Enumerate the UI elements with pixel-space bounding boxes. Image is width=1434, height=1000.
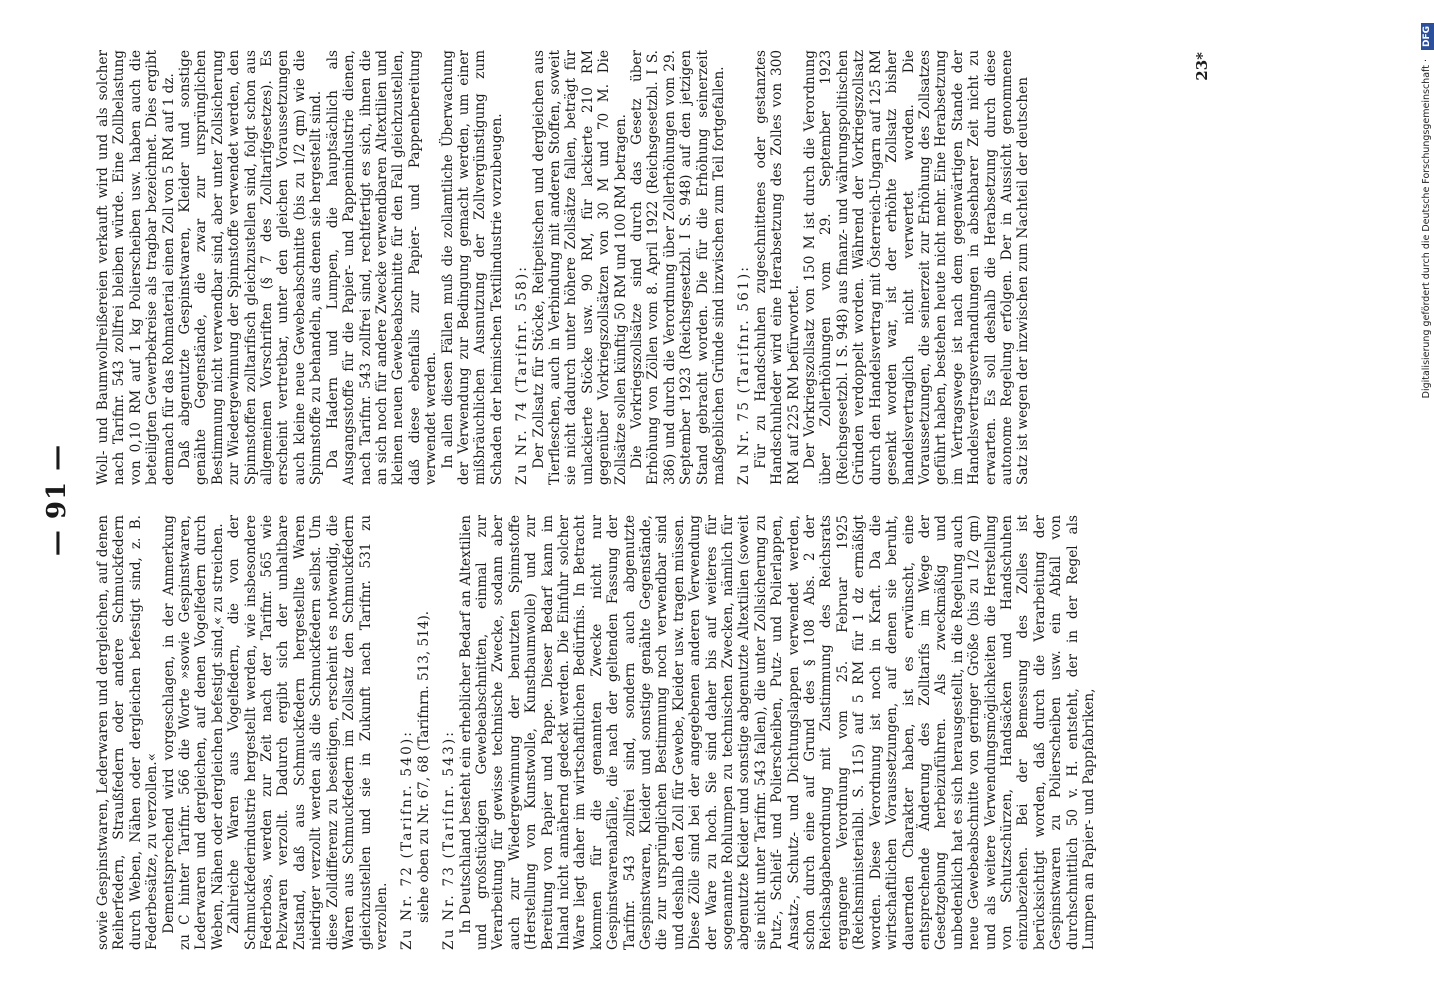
right-column [95,50,1185,485]
rotated-page [37,50,1217,950]
digitization-text: Digitalisierung gefördert durch die Deutsche Forschungsgemeinschaft · [1421,56,1432,399]
paragraph: Daß abgenutzte Gespinstwaren, Kleider und sonstige genähte Gegenstände, die zwar zur ursprünglichen Bestimmung nicht verwendbar sind, aber unter Zollsicherung zur Wiedergewinnung der Spinnstoffe verwendet werden, den Spinnstoffen zolltarifisch gleichzustellen sind, folgt schon aus allgemeinen Vorschriften (§ 7 des Zolltarifgesetzes). Es erscheint vertretbar, unter den gleichen Voraussetzungen auch kleine neue Gewebeabschnitte (bis zu 1/2 qm) wie die Spinnstoffe zu behandeln, aus denen sie hergestellt sind. [177,50,325,485]
paragraph: Dementsprechend wird vorgeschlagen, in der Anmerkung zu C hinter Tarifnr. 566 die Worte »sowie Gespinstwaren, Lederwaren und dergleichen, auf denen Vogelfedern durch Weben, Nähen oder dergleichen befestigt sind,« zu streichen. [160,515,226,950]
paragraph: Woll- und Baumwollreißereien verkauft wird und als solcher nach Tarifnr. 543 zollfrei bleiben würde. Eine Zollbelastung von 0,10 RM auf 1 kg Polierscheiben usw. haben auch die beteiligten Gewerbekreise als tragbar bezeichnet. Dies ergibt demnach für das Rohmaterial einen Zoll von 5 RM auf 1 dz. [95,50,177,485]
section-heading-74: Zu Nr. 74 (Tarifnr. 558): [514,264,531,485]
paragraph: sowie Gespinstwaren, Lederwaren und dergleichen, auf denen Reiherfedern, Straußfedern oder andere Schmuckfedern durch Weben, Nähen oder dergleichen befestigt sind, z. B. Federbesätze, zu verzollen.« [95,515,161,950]
dfg-logo: DFG [1421,23,1434,50]
page-number: — 91 — [42,443,72,557]
section-heading-75: Zu Nr. 75 (Tarifnr. 561): [736,264,753,485]
section-heading-72: Zu Nr. 72 (Tarifnr. 540): [399,729,416,950]
paragraph: Der Zollsatz für Stöcke, Reitpeitschen und dergleichen aus Tierfleschen, auch in Verbindung mit anderen Stoffen, soweit sie nicht dadurch unter höhere Zollsätze fallen, beträgt für unlackierte Stöcke usw. 90 RM, für lackierte 210 RM gegenüber Vorkriegszollsätzen von 30 M und 70 M. Die Zollsätze sollen künftig 50 RM und 100 RM betragen. [530,50,629,485]
reference-text: siehe oben zu Nr. 67, 68 (Tarifnrn. 513, 514). [415,610,432,923]
paragraph: Zahlreiche Waren aus Vogelfedern, die von der Schmuckfederindustrie hergestellt werden, wie insbesondere Federboas, werden zur Zeit nach der Tarifnr. 565 wie Pelzwaren verzollt. Dadurch ergibt sich der unhaltbare Zustand, daß aus Schmuckfedern hergestellte Waren niedriger verzollt werden als die Schmuckfedern selbst. Um diese Zolldifferenz zu beseitigen, erscheint es notwendig, die Waren aus Schmuckfedern im Zollsatz den Schmuckfedern gleichzustellen und sie in Zukunft nach Tarifnr. 531 zu verzollen. [226,515,390,950]
paragraph: In Deutschland besteht ein erheblicher Bedarf an Altextilien und großstückigen Gewebeabschnitten, einmal zur Verarbeitung für gewisse technische Zwecke, sodann aber auch zur Wiedergewinnung der benutzten Spinnstoffe (Herstellung von Kunstwolle, Kunstbaumwolle) und zur Bereitung von Papier und Pappe. Dieser Bedarf kann im Inland nicht annähernd gedeckt werden. Die Einfuhr solcher Ware liegt daher im wirtschaftlichen Bedürfnis. In Betracht kommen für die genannten Zwecke nicht nur Gespinstwarenabfälle, die nach der geltenden Fassung der Tarifnr. 543 zollfrei sind, sondern auch abgenutzte Gespinstwaren, Kleider und sonstige genähte Gegenstände, die zur ursprünglichen Bestimmung noch verwendbar sind und deshalb den Zoll für Gewebe, Kleider usw. tragen müssen. Diese Zölle sind bei der angegebenen anderen Verwendung der Ware zu hoch. Sie sind daher bis auf weiteres für sogenannte Rohlumpen zu technischen Zwecken, nämlich für abgenutzte Kleider und sonstige abgenutzte Altextilien (soweit sie nicht unter Tarifnr. 543 fallen), die unter Zollsicherung zu Putz-, Schleif- und Polierscheiben, Putz- und Polierlappen, Ansatz-, Schutz- und Dichtungslappen verwendet werden, schon durch eine auf Grund des § 108 Abs. 2 der Reichsabgabenordnung mit Zustimmung des Reichsrats ergangene Verordnung vom 25. Februar 1925 (Reichsministerialbl. S. 115) auf 5 RM für 1 dz ermäßigt worden. Diese Verordnung ist noch in Kraft. Da die wirtschaftlichen Voraussetzungen, auf denen sie beruht, dauernden Charakter haben, ist es erwünscht, eine entsprechende Änderung des Zolltarifs im Wege der Gesetzgebung herbeizuführen. Als zweckmäßig und unbedenklich hat es sich herausgestellt, in die Regelung auch neue Gewebeabschnitte von geringer Größe (bis zu 1/2 qm) und als weitere Verwendungsmöglichkeiten die Herstellung von Schutzschürzen, Handsäcken und Handschuhen einzubeziehen. Bei der Bemessung des Zolles ist berücksichtigt worden, daß durch die Verarbeitung der Gespinstwaren zu Polierscheiben usw. ein Abfall von durchschnittlich 50 v. H. entsteht, der in der Regel als Lumpen an Papier- und Pappfabriken, [457,515,1097,950]
paragraph: Der Vorkriegszollsatz von 150 M ist durch die Verordnung über Zollerhöhungen vom 29. September 1923 (Reichsgesetzbl. I S. 948) aus finanz- und währungspolitischen Gründen verdoppelt worden. Während der Vorkriegszollsatz durch den Handelsvertrag mit Österreich-Ungarn auf 125 RM gesenkt worden war, ist der erhöhte Zollsatz bisher handelsvertraglich nicht verwertet worden. Die Voraussetzungen, die seinerzeit zur Erhöhung des Zollsatzes geführt haben, bestehen heute nicht mehr. Eine Herabsetzung im Vertragswege ist nach dem gegenwärtigen Stande der Handelsvertragsverhandlungen in absehbarer Zeit nicht zu erwarten. Es soll deshalb die Herabsetzung durch diese autonome Regelung erfolgen. Der in Aussicht genommene Satz ist wegen der inzwischen zum Nachteil der deutschen [802,50,1032,485]
section-heading-73: Zu Nr. 73 (Tarifnr. 543): [441,729,458,950]
sheet-signature: 23* [1193,52,1211,81]
left-column [95,515,1185,950]
paragraph: In allen diesen Fällen muß die zollamtliche Überwachung der Verwendung zur Bedingung gemacht werden, um einer mißbräuchlichen Ausnutzung der Zollvergünstigung zum Schaden der heimischen Textilindustrie vorzubeugen. [439,50,505,485]
paragraph: Für zu Handschuhen zugeschnittenes oder gestanztes Handschuhleder wird eine Herabsetzung des Zolles von 300 RM auf 225 RM befürwortet. [752,50,802,485]
digitization-notice [1420,8,1434,998]
paragraph: Die Vorkriegszollsätze sind durch das Gesetz über Erhöhung von Zöllen vom 8. April 1922 (Reichsgesetzbl. I S. 386) und durch die Verordnung über Zollerhöhungen vom 29. September 1923 (Reichsgesetzbl. I S. 948) auf den jetzigen Stand gebracht worden. Die für die Erhöhung seinerzeit maßgeblichen Gründe sind inzwischen zum Teil fortgefallen. [629,50,728,485]
paragraph: Da Hadern und Lumpen, die hauptsächlich als Ausgangsstoffe für die Papier- und Pappenindustrie dienen, nach Tarifnr. 543 zollfrei sind, rechtfertigt es sich, ihnen die an sich noch für andere Zwecke verwendbaren Altextilien und kleinen neuen Gewebeabschnitte für den Fall gleichzustellen, daß diese ebenfalls zur Papier- und Pappenbereitung verwendet werden. [324,50,440,485]
